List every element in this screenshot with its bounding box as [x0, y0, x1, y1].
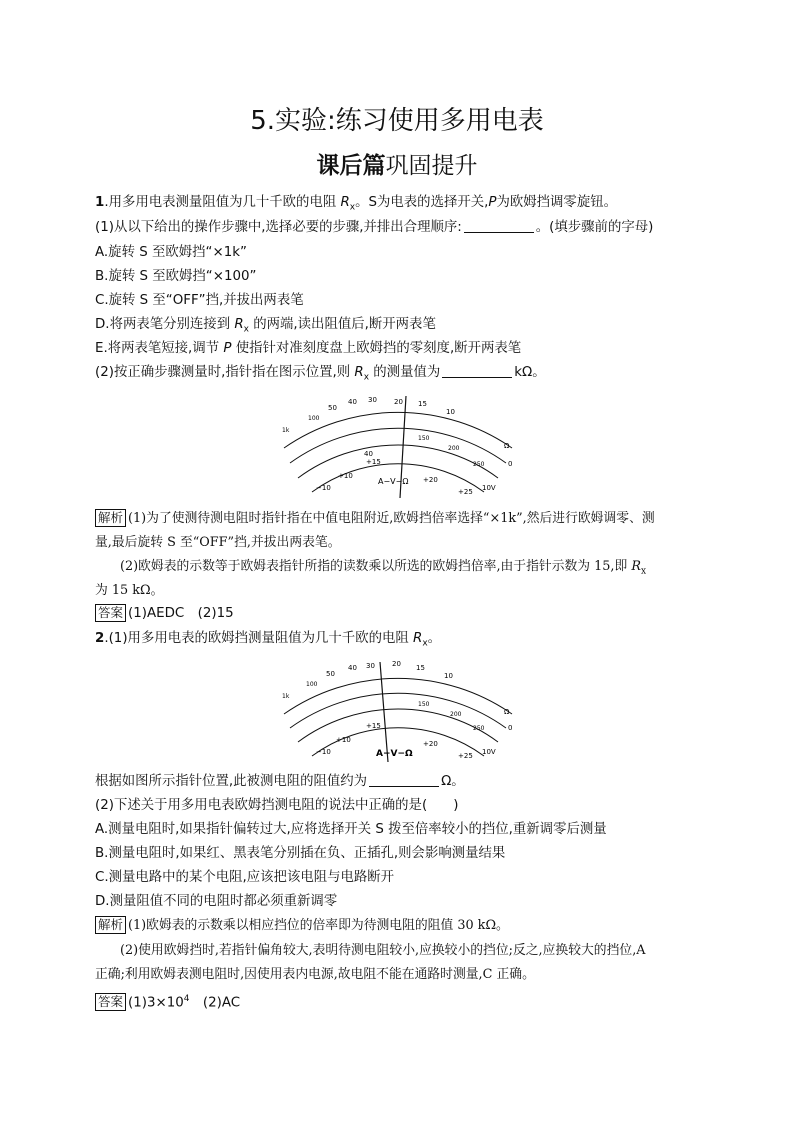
q2-reading: 根据如图所示指针位置,此被测电阻的阻值约为 Ω。	[95, 774, 465, 789]
svg-text:+15: +15	[366, 722, 381, 730]
svg-text:−10: −10	[316, 484, 331, 492]
answer-blank[interactable]	[442, 363, 512, 378]
q1-option-e: E.将两表笔短接,调节 P 使指针对准刻度盘上欧姆挡的零刻度,断开两表笔	[95, 341, 522, 356]
q1-option-a: A.旋转 S 至欧姆挡“×1k”	[95, 245, 247, 260]
q1-option-b: B.旋转 S 至欧姆挡“×100”	[95, 269, 257, 284]
analysis-tag: 解析	[95, 509, 126, 527]
svg-text:250: 250	[473, 725, 485, 732]
svg-text:150: 150	[418, 435, 430, 442]
q2-option-c: C.测量电路中的某个电阻,应该把该电阻与电路断开	[95, 870, 395, 885]
svg-text:50: 50	[326, 670, 335, 678]
q1-answer: 答案 (1)AEDC (2)15	[95, 603, 705, 625]
q1-analysis-line-2: 量,最后旋转 S 至“OFF”挡,并拔出两表笔。	[95, 535, 341, 550]
svg-text:15: 15	[416, 664, 425, 672]
svg-text:+25: +25	[458, 752, 473, 760]
svg-text:10: 10	[444, 672, 453, 680]
page-title: 5.实验:练习使用多用电表	[250, 106, 544, 136]
svg-text:1k: 1k	[282, 693, 290, 700]
svg-text:+25: +25	[458, 488, 473, 496]
svg-text:40: 40	[348, 398, 357, 406]
meter-needle	[380, 662, 388, 762]
dial-label: A−V−Ω	[378, 477, 409, 486]
svg-text:20: 20	[392, 660, 401, 668]
q1-analysis-line-3: (2)欧姆表的示数等于欧姆表指针所指的读数乘以所选的欧姆挡倍率,由于指针示数为 15,即 $R_x$	[120, 559, 647, 577]
svg-text:Ω: Ω	[504, 708, 510, 716]
q2-analysis-line-3: 正确;利用欧姆表测电阻时,因使用表内电源,故电阻不能在通路时测量,C 正确。	[95, 967, 535, 982]
svg-text:+10: +10	[336, 736, 351, 744]
svg-text:+15: +15	[366, 458, 381, 466]
svg-text:20: 20	[394, 398, 403, 406]
svg-text:−10: −10	[316, 748, 331, 756]
answer-blank[interactable]	[464, 218, 534, 233]
svg-text:0: 0	[508, 460, 513, 468]
answer-blank[interactable]	[369, 772, 439, 787]
svg-text:30: 30	[368, 396, 377, 404]
svg-text:+20: +20	[423, 476, 438, 484]
multimeter-dial-1	[268, 386, 528, 501]
q2-analysis-line-2: (2)使用欧姆挡时,若指针偏角较大,表明待测电阻较小,应换较小的挡位;反之,应换较大的挡位,A	[120, 943, 646, 958]
q1-part1: (1)从以下给出的操作步骤中,选择必要的步骤,并排出合理顺序: 。(填步骤前的字母)	[95, 220, 654, 235]
svg-text:200: 200	[448, 445, 460, 452]
svg-text:100: 100	[308, 415, 320, 422]
svg-text:10V: 10V	[482, 748, 496, 756]
svg-text:10V: 10V	[482, 484, 496, 492]
svg-text:0: 0	[508, 724, 513, 732]
q1-option-d: D.将两表笔分别连接到 $R_x$ 的两端,读出阻值后,断开两表笔	[95, 317, 436, 335]
q2-answer: 答案 $(1)3\times 10^4$ (2)AC	[95, 988, 705, 1014]
q1-option-c: C.旋转 S 至“OFF”挡,并拔出两表笔	[95, 293, 304, 308]
svg-text:50: 50	[328, 404, 337, 412]
q1-stem: 1.用多用电表测量阻值为几十千欧的电阻 $R_x$。S为电表的选择开关,P为欧姆挡调零旋钮。	[95, 195, 617, 213]
multimeter-dial-2	[268, 652, 528, 766]
q2-stem: 2.(1)用多用电表的欧姆挡测量阻值为几十千欧的电阻 $R_x$。	[95, 631, 442, 649]
svg-text:200: 200	[450, 711, 462, 718]
svg-text:+10: +10	[338, 472, 353, 480]
dial-label: A−V−Ω	[376, 749, 413, 759]
svg-text:100: 100	[306, 681, 318, 688]
svg-text:150: 150	[418, 701, 430, 708]
q1-part2: (2)按正确步骤测量时,指针指在图示位置,则 $R_x$ 的测量值为 kΩ。	[95, 365, 546, 383]
svg-text:10: 10	[446, 408, 455, 416]
answer-tag: 答案	[95, 604, 126, 622]
page-subtitle: 课后篇巩固提升	[316, 153, 478, 179]
q2-option-b: B.测量电阻时,如果红、黑表笔分别插在负、正插孔,则会影响测量结果	[95, 846, 506, 861]
analysis-tag: 解析	[95, 916, 126, 934]
svg-text:30: 30	[366, 662, 375, 670]
q1-analysis-line-4: 为 15 kΩ。	[95, 583, 164, 598]
svg-text:Ω: Ω	[504, 442, 510, 450]
svg-text:250: 250	[473, 461, 485, 468]
svg-text:+20: +20	[423, 740, 438, 748]
svg-text:40: 40	[348, 664, 357, 672]
svg-text:40: 40	[364, 450, 373, 458]
q1-analysis-line-1: 解析 (1)为了使测待测电阻时指针指在中值电阻附近,欧姆挡倍率选择“×1k”,然后进行欧姆调零、测	[95, 508, 705, 530]
answer-tag: 答案	[95, 993, 126, 1011]
q2-option-d: D.测量阻值不同的电阻时都必须重新调零	[95, 894, 338, 909]
svg-text:15: 15	[418, 400, 427, 408]
q2-part2: (2)下述关于用多用电表欧姆挡测电阻的说法中正确的是( )	[95, 798, 459, 813]
q2-option-a: A.测量电阻时,如果指针偏转过大,应将选择开关 S 拨至倍率较小的挡位,重新调零后测量	[95, 822, 607, 837]
svg-text:1k: 1k	[282, 427, 290, 434]
q2-analysis-line-1: 解析 (1)欧姆表的示数乘以相应挡位的倍率即为待测电阻的阻值 30 kΩ。	[95, 915, 705, 937]
